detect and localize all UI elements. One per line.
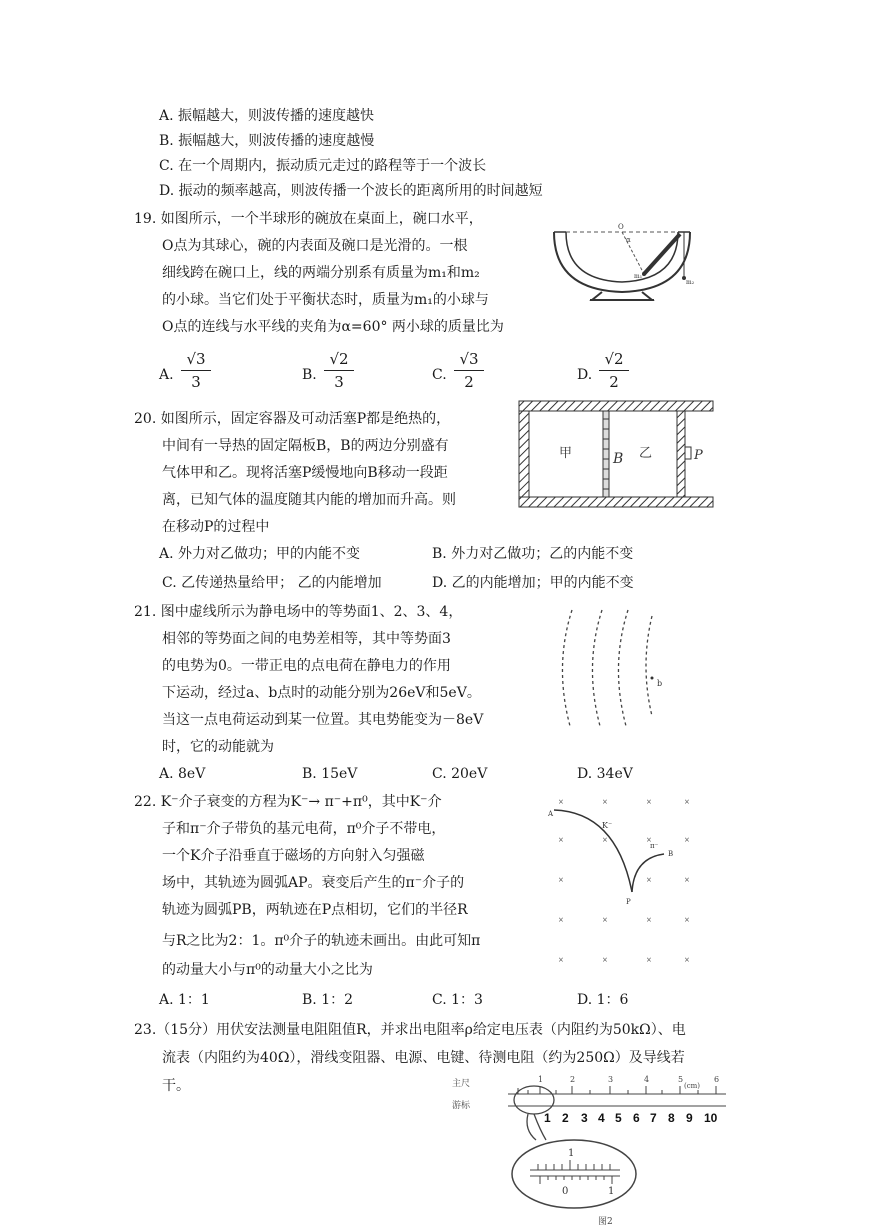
q23-main-tick: 3 <box>608 1075 614 1084</box>
q19-fig-label-o: O <box>618 223 624 231</box>
q19-option-b-letter: B. <box>302 367 317 383</box>
q23-vernier-number: 8 <box>668 1111 675 1125</box>
svg-text:×: × <box>646 956 652 964</box>
q23-main-tick: 1 <box>538 1075 544 1084</box>
q23-line: 23.（15分）用伏安法测量电阻阻值R，并求出电阻率ρ给定电压表（内阻约为50kΩ）、电 <box>134 1022 686 1038</box>
q18-option-a: A. 振幅越大，则波传播的速度越快 <box>159 108 375 124</box>
q22-line: 22. K⁻介子衰变的方程为K⁻→ π⁻+π⁰，其中K⁻介 <box>134 794 442 810</box>
q20-line: 在移动P的过程中 <box>162 519 270 535</box>
q19-fig-label-m2: m₂ <box>686 279 695 286</box>
q23-zoom-bottom-number: 0 <box>562 1186 569 1197</box>
q19-option-a-fraction: $\frac{√3}{3}$ <box>181 350 211 391</box>
q23-line: 流表（内阻约为40Ω），滑线变阻器、电源、电键、待测电阻（约为250Ω）及导线若 <box>162 1050 685 1066</box>
q21-equipotential-figure <box>548 606 688 732</box>
q22-magnetic-field-figure <box>546 792 696 972</box>
q23-main-tick: 6 <box>714 1075 720 1084</box>
q21-option-d: D. 34eV <box>577 766 633 782</box>
q22-line: 一个K介子沿垂直于磁场的方向射入匀强磁 <box>162 848 425 864</box>
q21-fig-label-b: b <box>657 679 663 688</box>
q22-fig-label-b: B <box>668 850 674 858</box>
q19-option-b-fraction: $\frac{√2}{3}$ <box>324 350 354 391</box>
q20-option-d: D. 乙的内能增加；甲的内能不变 <box>432 575 634 591</box>
svg-text:×: × <box>602 798 608 806</box>
q23-vernier-caliper-figure <box>448 1070 730 1228</box>
svg-text:×: × <box>558 956 564 964</box>
svg-text:×: × <box>684 956 690 964</box>
q21-option-c: C. 20eV <box>432 766 488 782</box>
q23-vernier-number: 7 <box>650 1111 657 1125</box>
q23-vernier-number: 9 <box>686 1111 693 1125</box>
svg-text:×: × <box>646 876 652 884</box>
q20-fig-label-jia: 甲 <box>559 446 573 461</box>
q20-option-c: C. 乙传递热量给甲； 乙的内能增加 <box>162 575 382 591</box>
q22-option-d: D. 1：6 <box>577 992 629 1008</box>
q23-main-tick: 5 <box>678 1075 684 1084</box>
q21-line: 下运动，经过a、b点时的动能分别为26eV和5eV。 <box>162 685 481 701</box>
q23-vernier-number: 6 <box>633 1111 640 1125</box>
q19-bowl-figure <box>552 220 695 306</box>
q21-line: 时，它的动能就为 <box>162 739 274 755</box>
q22-fig-label-p: P <box>626 898 631 906</box>
q22-fig-label-pi: π⁻ <box>650 842 659 850</box>
svg-text:×: × <box>558 798 564 806</box>
q20-fig-label-yi: 乙 <box>639 446 653 461</box>
svg-text:×: × <box>646 798 652 806</box>
q23-vernier-number: 4 <box>598 1111 605 1125</box>
svg-text:×: × <box>684 798 690 806</box>
q20-fig-label-p: P <box>694 448 703 463</box>
q21-option-b: B. 15eV <box>302 766 358 782</box>
q23-fig-vernier-label: 游标 <box>452 1101 471 1111</box>
q19-option-d-letter: D. <box>577 367 593 383</box>
q23-zoom-bottom-number: 1 <box>608 1186 615 1197</box>
q21-option-a: A. 8eV <box>159 766 206 782</box>
q20-line: 气体甲和乙。现将活塞P缓慢地向B移动一段距 <box>162 465 448 481</box>
q21-line: 21. 图中虚线所示为静电场中的等势面1、2、3、4， <box>134 604 463 620</box>
svg-text:×: × <box>684 916 690 924</box>
q19-line: 19. 如图所示，一个半球形的碗放在桌面上，碗口水平， <box>134 211 483 227</box>
q18-option-c: C. 在一个周期内，振动质元走过的路程等于一个波长 <box>159 158 487 174</box>
q22-fig-label-k: K⁻ <box>602 821 613 830</box>
q23-fig-unit: (cm) <box>684 1082 701 1090</box>
svg-text:×: × <box>646 836 652 844</box>
svg-text:×: × <box>558 916 564 924</box>
q22-option-c: C. 1：3 <box>432 992 483 1008</box>
q23-vernier-number: 10 <box>704 1111 718 1125</box>
q19-line: 细线跨在碗口上，线的两端分别系有质量为m₁和m₂ <box>162 265 480 281</box>
q23-vernier-number: 2 <box>562 1111 569 1125</box>
q21-line: 的电势为0。一带正电的点电荷在静电力的作用 <box>162 658 451 674</box>
q19-fig-label-m1: m₁ <box>634 273 643 280</box>
q20-line: 离，已知气体的温度随其内能的增加而升高。则 <box>162 492 456 508</box>
q22-option-a: A. 1：1 <box>159 992 210 1008</box>
q22-line: 的动量大小与π⁰的动量大小之比为 <box>162 962 373 978</box>
q23-vernier-number: 1 <box>544 1111 551 1125</box>
svg-text:×: × <box>684 836 690 844</box>
q19-option-a-letter: A. <box>159 367 174 383</box>
q20-fig-label-b: B <box>613 451 624 467</box>
q22-line: 轨迹为圆弧PB，两轨迹在P点相切，它们的半径R <box>162 902 468 918</box>
q23-zoom-top-number: 1 <box>568 1148 575 1159</box>
q18-option-b: B. 振幅越大，则波传播的速度越慢 <box>159 133 375 149</box>
q22-line: 子和π⁻介子带负的基元电荷，π⁰介子不带电， <box>162 821 446 837</box>
q20-line: 20. 如图所示，固定容器及可动活塞P都是绝热的， <box>134 411 451 427</box>
q23-vernier-number: 3 <box>581 1111 588 1125</box>
q23-line: 干。 <box>162 1078 190 1094</box>
q22-line: 与R之比为2：1。π⁰介子的轨迹未画出。由此可知π <box>162 933 481 949</box>
q21-line: 当这一点电荷运动到某一位置。其电势能变为－8eV <box>162 712 484 728</box>
q21-line: 相邻的等势面之间的电势差相等，其中等势面3 <box>162 631 451 647</box>
q19-line: 的小球。当它们处于平衡状态时，质量为m₁的小球与 <box>162 292 489 308</box>
q19-line: O点为其球心，碗的内表面及碗口是光滑的。一根 <box>162 238 468 254</box>
q20-container-figure <box>517 399 715 509</box>
q23-main-tick: 2 <box>570 1075 576 1084</box>
q22-fig-label-a: A <box>548 810 554 818</box>
svg-text:×: × <box>602 956 608 964</box>
q23-fig-caption: 图2 <box>598 1217 613 1227</box>
q19-fig-label-alpha: α <box>626 236 631 244</box>
q19-option-c-letter: C. <box>432 367 447 383</box>
q22-line: 场中，其轨迹为圆弧AP。衰变后产生的π⁻介子的 <box>162 875 465 891</box>
q23-main-tick: 4 <box>644 1075 650 1084</box>
svg-text:×: × <box>602 916 608 924</box>
q23-fig-main-scale-label: 主尺 <box>452 1079 471 1089</box>
q18-option-d: D. 振动的频率越高，则波传播一个波长的距离所用的时间越短 <box>159 183 543 199</box>
svg-text:×: × <box>646 916 652 924</box>
q20-line: 中间有一导热的固定隔板B，B的两边分别盛有 <box>162 438 449 454</box>
svg-text:×: × <box>602 836 608 844</box>
q22-option-b: B. 1：2 <box>302 992 354 1008</box>
q19-option-d-fraction: $\frac{√2}{2}$ <box>599 350 629 391</box>
q19-line: O点的连线与水平线的夹角为α=60° 两小球的质量比为 <box>162 319 504 335</box>
svg-text:×: × <box>558 876 564 884</box>
svg-text:×: × <box>558 836 564 844</box>
q19-option-c-fraction: $\frac{√3}{2}$ <box>454 350 484 391</box>
q23-vernier-number: 5 <box>615 1111 622 1125</box>
q20-option-b: B. 外力对乙做功；乙的内能不变 <box>432 546 634 562</box>
svg-text:×: × <box>684 876 690 884</box>
q20-option-a: A. 外力对乙做功；甲的内能不变 <box>159 546 361 562</box>
